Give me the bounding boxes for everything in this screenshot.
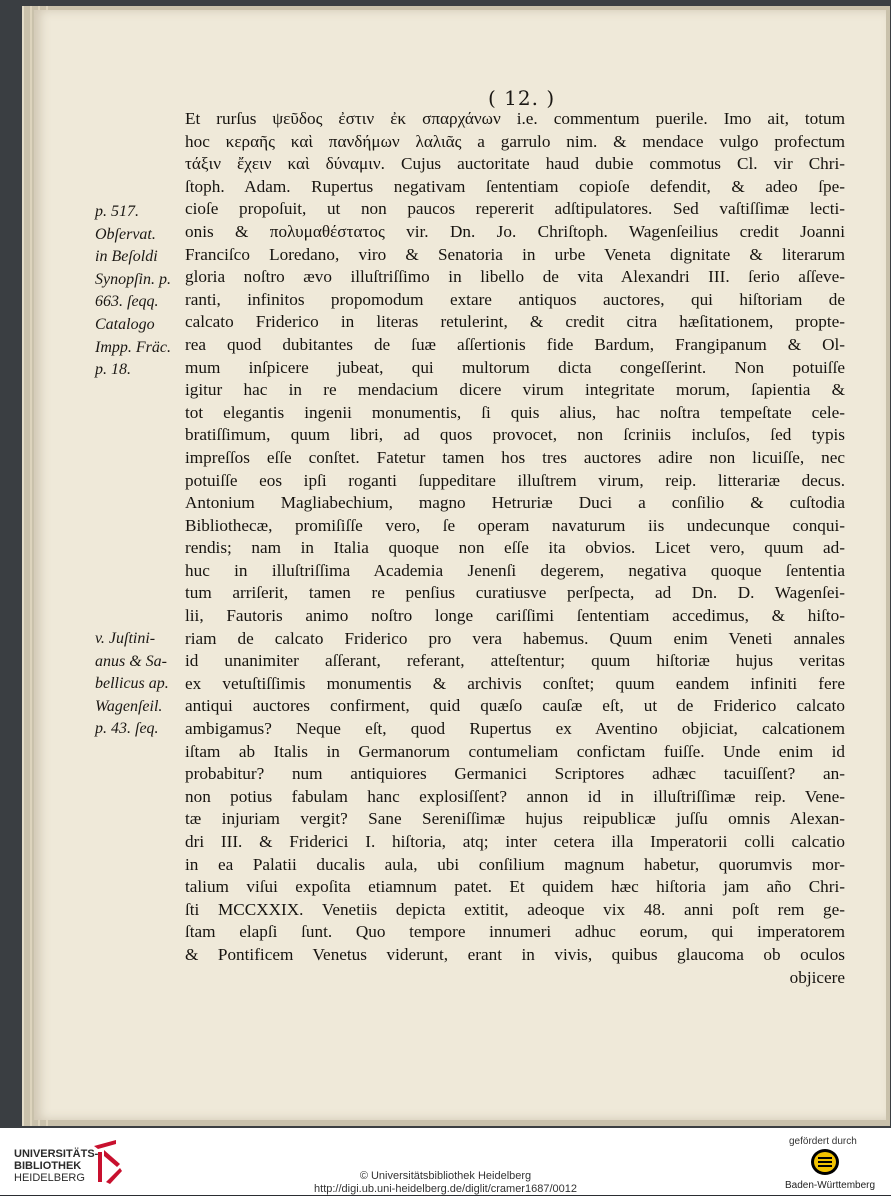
margin-note-line: v. Juſtini- xyxy=(95,630,156,647)
margin-note-line: Wagenſeil. xyxy=(95,697,163,715)
text-line: τάξιν ἔχειν καὶ δύναμιν. Cujus auctoritate haud dubie commotus Cl. vir Chri- xyxy=(185,154,845,174)
funder-name: Baden-Württemberg xyxy=(785,1180,876,1191)
text-line: tot elegantis ingenii monumentis, ſi quis alius, hac noſtra tempeſtate cele- xyxy=(185,402,845,422)
text-line: ſti MCCXXIX. Venetiis depicta extitit, adeoque vix 48. anni poſt rem ge- xyxy=(185,899,845,919)
text-line: hoc κεραῆς καὶ πανδήμων λαλιᾶς a garrulo nim. & mendace vulgo profectum xyxy=(185,131,845,151)
text-line: iſtam ab Italis in Germanorum contumeliam confictam fuiſſe. Unde enim id xyxy=(185,741,845,761)
text-line: tum arriſerit, tamen re penſius curatiusve perſpecta, ad Dn. D. Wagenſei- xyxy=(185,583,845,603)
text-line: in ea Palatii ducalis aula, ubi conſilium magnum habetur, quorumvis mor- xyxy=(185,854,845,874)
copyright-text: © Universitätsbibliothek Heidelberg xyxy=(359,1170,532,1182)
page-edge xyxy=(30,6,32,1126)
text-line: ambigamus? Neque eſt, quod Rupertus ex Aventino objiciat, calcationem xyxy=(185,719,845,739)
copyright-block xyxy=(0,1170,891,1196)
text-line: antiqui auctores confirment, quid quæſo cauſæ eſt, ut de Friderico calcato xyxy=(185,696,845,716)
text-line: bratiſſimum, quum libri, ad quos provocet, non ſcriniis incluſos, ſed typis xyxy=(185,425,845,445)
permalink[interactable]: http://digi.ub.uni-heidelberg.de/diglit/cramer1687/0012 xyxy=(314,1183,577,1195)
text-line: cioſe propoſuit, ut non paucos repererit adſtipulatores. Sed vaſtiſſimæ lecti- xyxy=(185,199,845,219)
margin-note-line: in Beſoldi xyxy=(95,248,158,266)
text-line: & Pontificem Venetus viderunt, erant in vivis, quibus glaucoma ob oculos xyxy=(185,944,845,964)
text-line: ex vetuſtiſſimis monumentis & archivis conſtet; quum eandem infiniti fere xyxy=(185,673,845,693)
margin-note-line: bellicus ap. xyxy=(95,675,169,693)
margin-note-line: anus & Sa- xyxy=(95,652,167,670)
text-line: impreſſos eſſe conſtet. Fatetur tamen hos tres auctores adire non licuiſſe, nec xyxy=(185,447,845,467)
margin-note-line: Impp. Fräc. xyxy=(95,338,171,356)
margin-note-line: p. 18. xyxy=(95,361,131,379)
library-name-line: BIBLIOTHEK xyxy=(14,1160,82,1172)
text-line: Antonium Magliabechium, magno Hetruriæ Duci a conſilio & cuſtodia xyxy=(185,493,845,513)
text-line: potuiſſe eos ipſi roganti ſuppeditare illuſtrem virum, reip. litterariæ decus. xyxy=(185,470,845,490)
body-text xyxy=(185,108,845,989)
margin-note-line: Catalogo xyxy=(95,315,155,333)
text-line: ſtoph. Adam. Rupertus negativam ſententiam copioſe defendit, & adeo ſpe- xyxy=(185,176,845,196)
text-line: riam de calcato Friderico pro vera habemus. Quum enim Veneti annales xyxy=(185,628,845,648)
state-emblem-icon[interactable] xyxy=(810,1148,840,1176)
text-line: lii, Fautoris animo noſtro longe cariſſimi ſententiam accedimus, & hiſto- xyxy=(185,606,845,626)
margin-note-line: p. 517. xyxy=(95,203,139,220)
text-line: ſtam elapſi ſunt. Quo tempore innumeri adhuc eorum, qui imperatorem xyxy=(185,922,845,942)
text-line: gloria noſtro ævo illuſtriſſimo in libello de vita Alexandri III. ſerio aſſeve- xyxy=(185,267,845,287)
funded-by-label: gefördert durch xyxy=(789,1136,857,1147)
text-line: id unanimiter aſſerant, referant, atteſtentur; quum hiſtoriæ hujus veritas xyxy=(185,651,845,671)
text-line: objicere xyxy=(789,967,845,987)
margin-note-line: Obſervat. xyxy=(95,225,156,243)
margin-note-line: p. 43. ſeq. xyxy=(95,720,159,738)
text-line: ranti, infinitos propomodum extare antiquos auctores, qui hiſtoriam de xyxy=(185,289,845,309)
library-name-line: HEIDELBERG xyxy=(14,1172,85,1184)
text-line: Et rurſus ψεῦδος ἐστιν ἐκ σπαρχάνων i.e. commentum puerile. Imo ait, totum xyxy=(185,109,845,128)
margin-note-line: Synopſin. p. xyxy=(95,270,171,288)
text-line: onis & πολυμαθέστατος vir. Dn. Jo. Chriſtoph. Wagenſeilius credit Joanni xyxy=(185,221,845,241)
text-line: igitur hac in re mendacium dicere virum integritate morum, ſapientia & xyxy=(185,380,845,400)
margin-note-1 xyxy=(95,201,187,382)
text-line: Bibliothecæ, promiſiſſe vero, ſe operam navaturum iis undecunque conqui- xyxy=(185,515,845,535)
page-number: ( 12. ) xyxy=(488,86,556,110)
margin-note-2 xyxy=(95,628,187,741)
text-line: Franciſco Loredano, viro & Senatoria in urbe Veneta dignitate & literarum xyxy=(185,244,845,264)
text-line: huc in illuſtriſſima Academia Jenenſi degerem, negativa quoque ſententia xyxy=(185,560,845,580)
text-line: calcato Friderico in literas retulerint, & credit citra hæſitationem, propte- xyxy=(185,312,845,332)
text-line: probabitur? num antiquiores Germanici Scriptores adhæc tacuiſſent? an- xyxy=(185,764,845,784)
text-line: talium viſui expoſita etiamnum patet. Et quidem hæc hiſtoria jam año Chri- xyxy=(185,877,845,897)
margin-note-line: 663. ſeqq. xyxy=(95,293,159,311)
text-line: rea quod dubitantes de ſuæ aſſertionis fide Bardum, Frangipanum & Ol- xyxy=(185,334,845,354)
text-line: tæ injuriam vergit? Sane Sereniſſimæ hujus reipublicæ juſſu omnis Alexan- xyxy=(185,809,845,829)
text-line: dri III. & Friderici I. hiſtoria, atq; inter cetera illa Imperatorii colli calcatio xyxy=(185,832,845,851)
text-line: mum inſpicere jubeat, qui multorum dicta congeſſerint. Non potuiſſe xyxy=(185,357,845,377)
text-line: rendis; nam in Italia quoque non eſſe ita obvios. Licet vero, quum ad- xyxy=(185,538,845,558)
library-name-line: UNIVERSITÄTS- xyxy=(14,1148,99,1160)
text-line: non potius fabulam hanc explosiſſent? annon id in illuſtriſſimæ reip. Vene- xyxy=(185,786,845,806)
